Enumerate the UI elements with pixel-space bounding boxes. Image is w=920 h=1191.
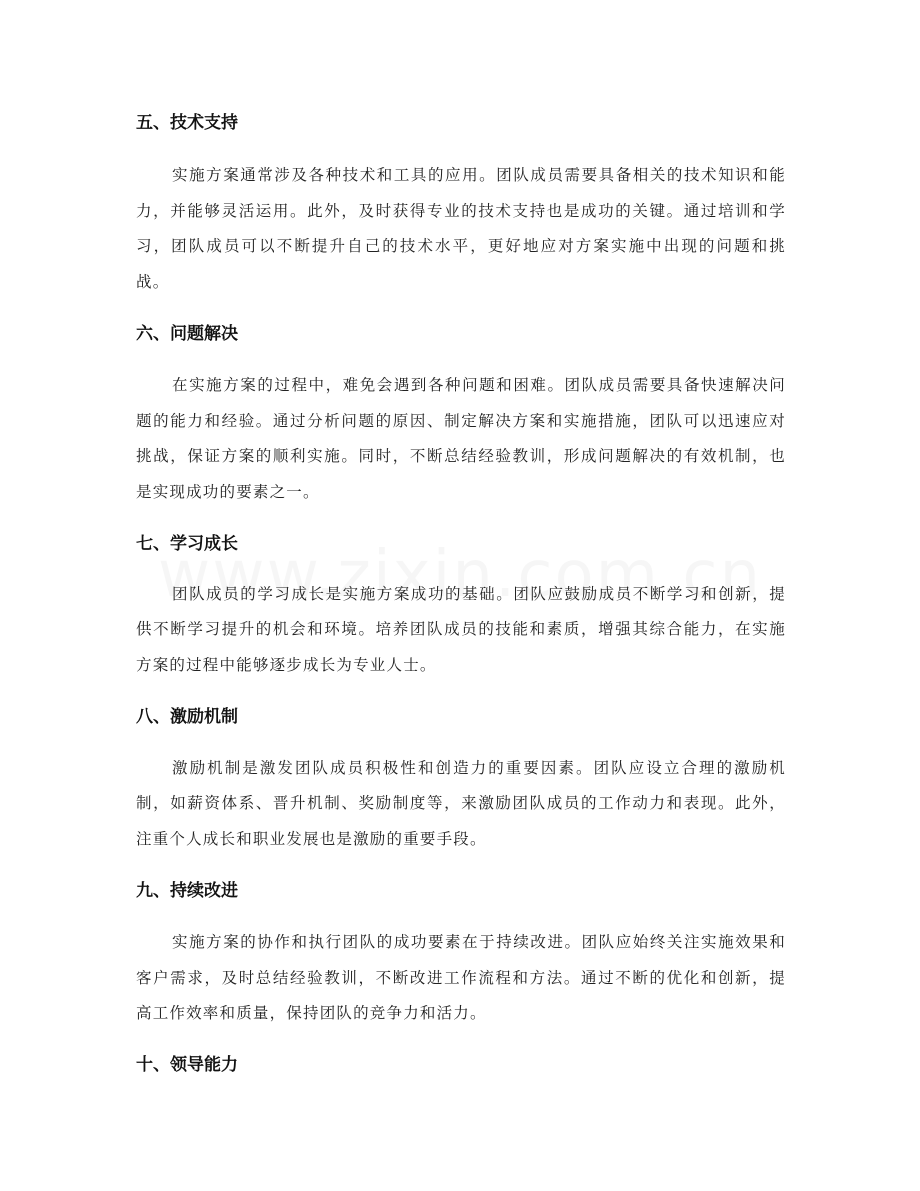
section-heading: 六、问题解决 [136,323,238,344]
section-technical-support [136,106,786,301]
section-paragraph: 实施方案通常涉及各种技术和工具的应用。团队成员需要具备相关的技术知识和能力，并能够灵活运用。此外，及时获得专业的技术支持也是成功的关键。通过培训和学习，团队成员可以不断提升自己的技术水平，更好地应对方案实施中出现的问题和挑战。 [136,166,786,292]
section-continuous-improvement [136,874,786,1032]
section-heading: 七、学习成长 [136,533,238,554]
section-heading: 八、激励机制 [136,706,238,727]
section-incentive-mechanism [136,700,786,858]
document-body [136,106,786,1082]
section-heading: 五、技术支持 [136,113,238,133]
section-leadership [136,1048,786,1082]
section-problem-solving [136,317,786,511]
section-paragraph: 在实施方案的过程中，难免会遇到各种问题和困难。团队成员需要具备快速解决问题的能力和经验。通过分析问题的原因、制定解决方案和实施措施，团队可以迅速应对挑战，保证方案的顺利实施。同时，不断总结经验教训，形成问题解决的有效机制，也是实现成功的要素之一。 [136,375,786,501]
section-paragraph: 激励机制是激发团队成员积极性和创造力的重要因素。团队应设立合理的激励机制，如薪资体系、晋升机制、奖励制度等，来激励团队成员的工作动力和表现。此外，注重个人成长和职业发展也是激励的重要手段。 [136,758,786,849]
section-paragraph: 团队成员的学习成长是实施方案成功的基础。团队应鼓励成员不断学习和创新，提供不断学习提升的机会和环境。培养团队成员的技能和素质，增强其综合能力，在实施方案的过程中能够逐步成长为专业人士。 [136,584,786,675]
section-heading: 九、持续改进 [136,880,238,901]
section-heading: 十、领导能力 [136,1054,238,1075]
section-paragraph: 实施方案的协作和执行团队的成功要素在于持续改进。团队应始终关注实施效果和客户需求，及时总结经验教训，不断改进工作流程和方法。通过不断的优化和创新，提高工作效率和质量，保持团队的竞争力和活力。 [136,932,786,1023]
section-learning-growth [136,527,786,684]
